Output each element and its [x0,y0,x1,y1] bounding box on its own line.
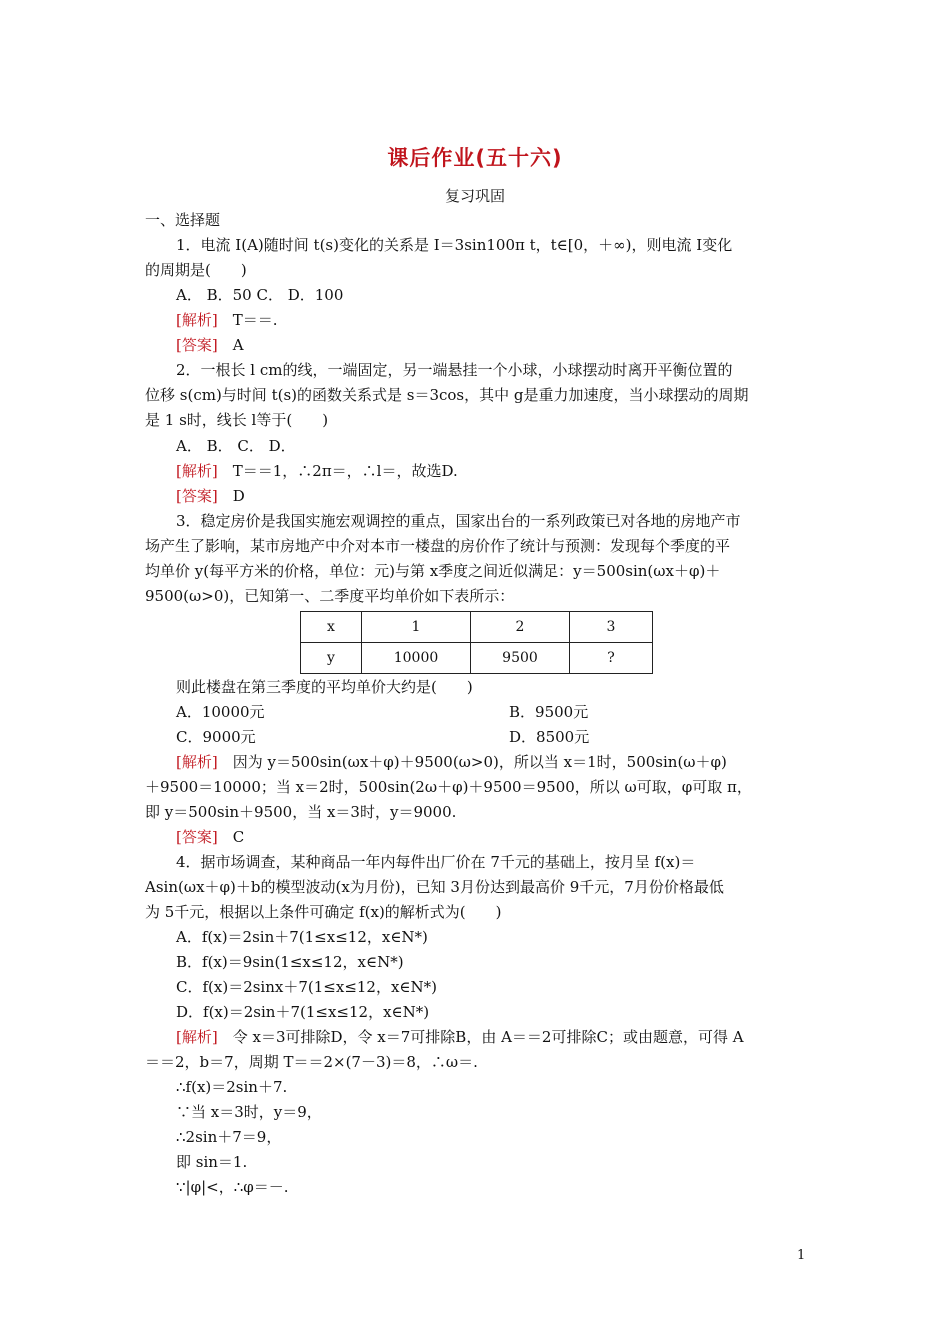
q3-option-a: A．10000元 [176,703,265,721]
table-row [301,612,653,643]
q4-analysis-line2: ＝＝2，b＝7，周期 T＝＝2×(7－3)＝8，∴ω＝. [145,1053,478,1071]
section-subtitle: 复习巩固 [444,187,505,205]
q4-step5: ∵|φ|<，∴φ＝－. [176,1178,289,1196]
analysis-tag: [解析] [176,462,218,480]
q4-option-a: A．f(x)＝2sin＋7(1≤x≤12，x∈N*) [176,928,428,946]
analysis-tag: [解析] [176,753,218,771]
q2-options: A． B． C． D． [176,437,296,455]
price-table [300,611,653,674]
q1-answer [176,335,244,355]
q3-text-line4: 9500(ω>0)，已知第一、二季度平均单价如下表所示： [145,587,515,605]
q2-answer-text: D [232,487,245,505]
q1-answer-text: A [232,336,244,354]
q4-analysis [176,1027,744,1047]
table-cell: 3 [570,612,653,643]
q1-text-line2: 的周期是( ) [145,261,247,279]
q3-question: 则此楼盘在第三季度的平均单价大约是( ) [176,678,473,696]
q4-step3: ∴2sin＋7＝9， [176,1128,282,1146]
q4-option-c: C．f(x)＝2sinx＋7(1≤x≤12，x∈N*) [176,978,438,996]
q2-analysis [176,461,458,481]
answer-tag: [答案] [176,828,218,846]
table-cell: ? [570,643,653,674]
table-row [301,643,653,674]
table-cell: x [301,612,362,643]
q2-text-line2: 位移 s(cm)与时间 t(s)的函数关系式是 s＝3cos，其中 g是重力加速度，当小球摆动的周期 [145,386,749,404]
q4-analysis-text1: 令 x＝3可排除D，令 x＝7可排除B，由 A＝＝2可排除C；或由题意，可得 A [232,1028,744,1046]
q1-options: A． B．50 C． D．100 [176,286,344,304]
answer-tag: [答案] [176,487,218,505]
q4-step1: ∴f(x)＝2sin＋7. [176,1078,288,1096]
answer-tag: [答案] [176,336,218,354]
table-cell: 1 [362,612,471,643]
table-cell: y [301,643,362,674]
analysis-tag: [解析] [176,1028,218,1046]
analysis-tag: [解析] [176,311,218,329]
q3-analysis-text1: 因为 y＝500sin(ωx＋φ)＋9500(ω>0)，所以当 x＝1时，500sin(ω＋φ) [232,753,727,771]
q3-analysis-line2: ＋9500＝10000；当 x＝2时，500sin(2ω＋φ)＋9500＝9500，所以 ω可取，φ可取 π， [145,778,752,796]
table-cell: 10000 [362,643,471,674]
q4-text-line2: Asin(ωx＋φ)＋b的模型波动(x为月份)，已知 3月份达到最高价 9千元，7月份价格最低 [145,878,724,896]
table-cell: 2 [471,612,570,643]
q2-text-line3: 是 1 s时，线长 l等于( ) [145,411,329,429]
q2-text-line1: 2．一根长 l cm的线，一端固定，另一端悬挂一个小球，小球摆动时离开平衡位置的 [176,361,733,379]
q4-step2: ∵当 x＝3时，y＝9， [176,1103,322,1121]
q3-option-b: B．9500元 [509,703,589,721]
q4-step4: 即 sin＝1. [176,1153,248,1171]
q2-answer [176,486,245,506]
q1-analysis [176,310,278,330]
q3-text-line2: 场产生了影响，某市房地产中介对本市一楼盘的房价作了统计与预测：发现每个季度的平 [145,537,731,555]
q4-option-d: D．f(x)＝2sin＋7(1≤x≤12，x∈N*) [176,1003,430,1021]
q3-option-d: D．8500元 [509,728,590,746]
q3-answer-text: C [232,828,245,846]
q3-answer [176,827,244,847]
page-number: 1 [797,1248,806,1263]
q2-analysis-text: T＝＝1，∴2π＝，∴l＝，故选D. [232,462,458,480]
q3-text-line3: 均单价 y(每平方米的价格，单位：元)与第 x季度之间近似满足：y＝500sin(ωx＋φ)＋ [145,562,721,580]
q1-text-line1: 1．电流 I(A)随时间 t(s)变化的关系是 I＝3sin100π t，t∈[0，＋∞)，则电流 I变化 [176,236,733,254]
page-title: 课后作业(五十六) [387,146,563,170]
q4-text-line1: 4．据市场调查，某种商品一年内每件出厂价在 7千元的基础上，按月呈 f(x)＝ [176,853,696,871]
q3-analysis [176,752,727,772]
section-heading: 一、选择题 [145,211,221,229]
q4-option-b: B．f(x)＝9sin(1≤x≤12，x∈N*) [176,953,404,971]
q1-analysis-text: T＝＝. [232,311,278,329]
q4-text-line3: 为 5千元，根据以上条件可确定 f(x)的解析式为( ) [145,903,502,921]
q3-option-c: C．9000元 [176,728,256,746]
table-cell: 9500 [471,643,570,674]
q3-analysis-line3: 即 y＝500sin＋9500，当 x＝3时，y＝9000. [145,803,457,821]
q3-text-line1: 3．稳定房价是我国实施宏观调控的重点，国家出台的一系列政策已对各地的房地产市 [176,512,741,530]
